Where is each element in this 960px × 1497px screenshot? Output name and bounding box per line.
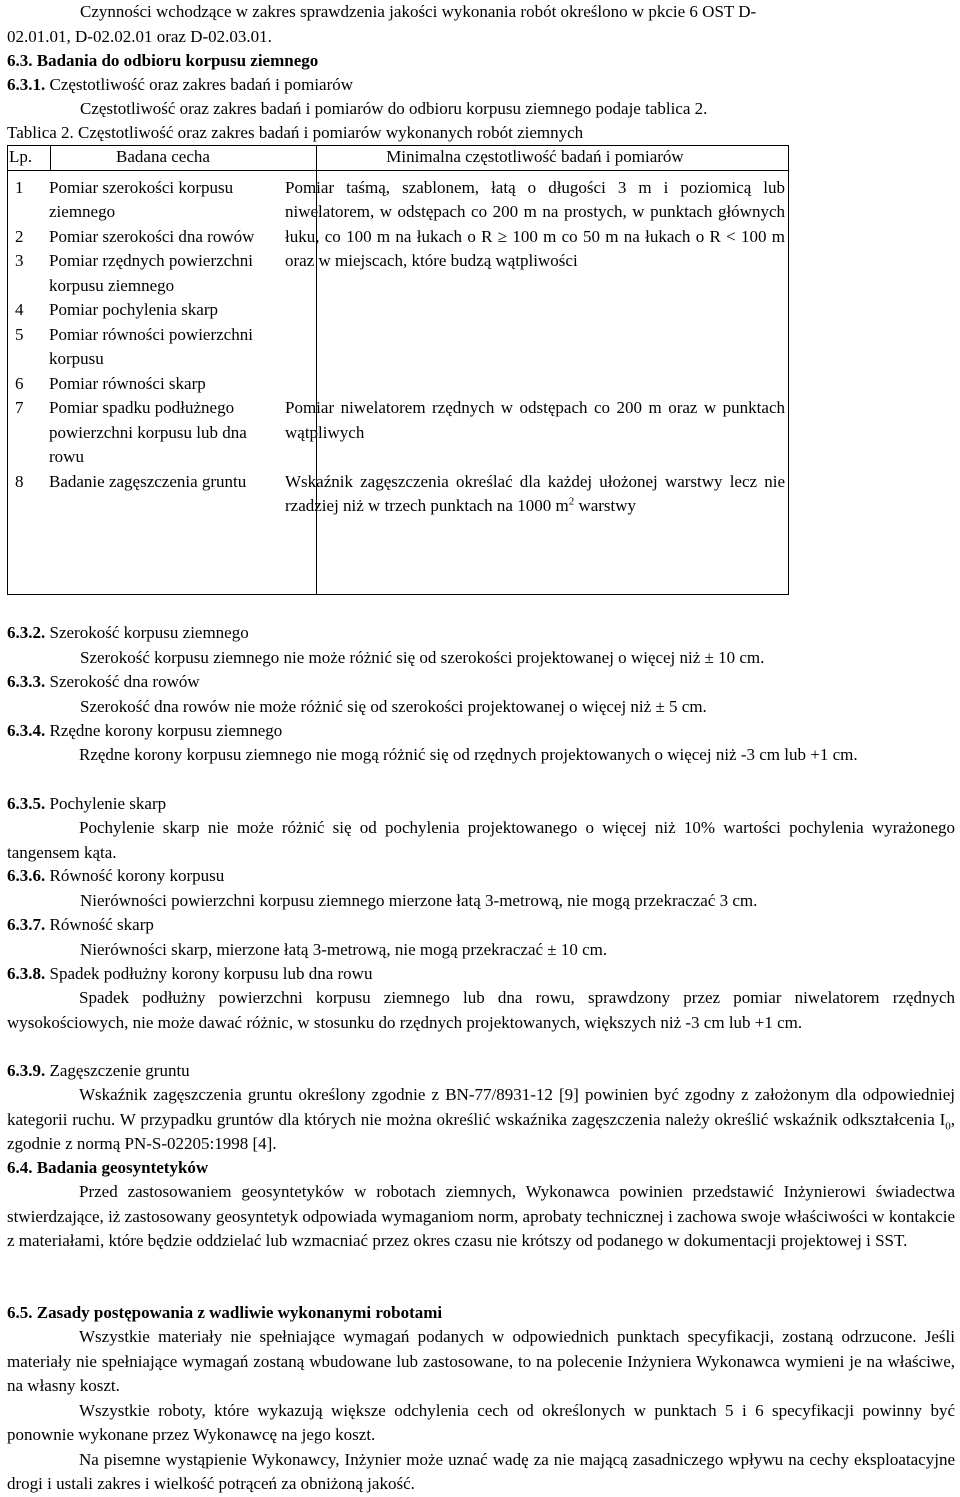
paragraph-6-3-8 xyxy=(7,986,955,1035)
table-header-row xyxy=(7,145,789,170)
heading-6-3-8 xyxy=(7,964,372,984)
table-row xyxy=(7,396,789,470)
heading-number: 6.3.8. xyxy=(7,964,46,983)
paragraph-6-4 xyxy=(7,1180,955,1254)
paragraph-text: Przed zastosowaniem geosyntetyków w robotach ziemnych, Wykonawca powinien przedstawić Inżynierowi świadectwa stwierdzające, iż zastosowany geosyntetyk odpowiada wymaganiom norm, aprobaty technicznej i zachowa swoje właściwości w kontakcie z materiałami, które będzie oddzielać lub wzmacniać przez okres czasu nie krótszy od podanego w dokumentacji projektowej i SST. xyxy=(7,1182,955,1250)
row-cecha: Pomiar pochylenia skarp xyxy=(49,300,219,319)
heading-number: 6.3.2. xyxy=(7,623,46,642)
row-cecha: Pomiar spadku podłużnego powierzchni korpusu lub dna rowu xyxy=(49,398,247,466)
heading-title: Pochylenie skarp xyxy=(45,794,167,813)
paragraph-text: Spadek podłużny powierzchni korpusu ziemnego lub dna rowu, sprawdzony przez pomiar niwelatorem rzędnych wysokościowych, nie może dawać różnic, w stosunku do rzędnych projektowanych, większych niż -3 cm lub +1 cm. xyxy=(7,988,955,1032)
heading-number: 6.3.7. xyxy=(7,915,46,934)
paragraph-6-5-1: Wszystkie materiały nie spełniające wymagań podanych w odpowiednich punktach specyfikacji, zostaną odrzucone. Jeśli materiały nie spełniające wymagań zostaną wbudowane lub zastosowane, to na polecenie Inżyniera Wykonawca wymieni je na właściwe, na własny koszt. xyxy=(7,1327,955,1395)
header-frequency: Minimalna częstotliwość badań i pomiarów xyxy=(386,147,684,166)
heading-6-5: 6.5. Zasady postępowania z wadliwie wykonanymi robotami xyxy=(7,1303,443,1322)
heading-6-3: 6.3. Badania do odbioru korpusu ziemnego xyxy=(7,51,319,70)
heading-title: Równość skarp xyxy=(45,915,154,934)
heading-title: Spadek podłużny korony korpusu lub dna rowu xyxy=(45,964,373,983)
heading-6-3-1-title: Częstotliwość oraz zakres badań i pomiarów xyxy=(45,75,354,94)
section-6-5-body xyxy=(7,1325,955,1497)
heading-number: 6.3.4. xyxy=(7,721,46,740)
header-lp: Lp. xyxy=(9,147,33,166)
heading-6-3-1 xyxy=(7,75,353,95)
heading-6-3-6 xyxy=(7,866,224,886)
paragraph-text xyxy=(7,1083,955,1157)
row-cecha: Pomiar równości powierzchni korpusu xyxy=(49,324,253,368)
heading-title: Zagęszczenie gruntu xyxy=(45,1061,190,1080)
paragraph-6-3-5 xyxy=(7,816,955,865)
row-frequency-7: Pomiar niwelatorem rzędnych w odstępach co 200 m oraz w punktach wątpliwych xyxy=(285,398,785,442)
heading-6-3-4 xyxy=(7,721,282,741)
paragraph-6-5-3: Na pisemne wystąpienie Wykonawcy, Inżynier może uznać wadę za nie mającą zasadniczego wpływu na cechy eksploatacyjne drogi i ustali zakres i wielkość potrąceń za obniżoną jakość. xyxy=(7,1449,955,1493)
paragraph-text-a: Wskaźnik zagęszczenia gruntu określony zgodnie z BN-77/8931-12 [9] powinien być zgodny z założonym dla odpowiedniej kategorii ruchu. W przypadku gruntów dla których nie można określić wskaźnika zagęszczenia należy określić wskaźnik odkształcenia I xyxy=(7,1085,955,1129)
table-row xyxy=(7,176,789,225)
row-cecha: Pomiar szerokości korpusu ziemnego xyxy=(49,177,234,221)
paragraph-text-b: , zgodnie z normą PN-S-02205:1998 [4]. xyxy=(7,1109,955,1153)
row-cecha: Badanie zagęszczenia gruntu xyxy=(49,471,247,491)
heading-6-3-1-number: 6.3.1. xyxy=(7,75,46,94)
paragraph-6-5-2: Wszystkie roboty, które wykazują większe odchylenia cech od określonych w punktach 5 i 6 specyfikacji powinny być ponownie wykonane przez Wykonawcę na jego koszt. xyxy=(7,1400,955,1444)
header-cecha: Badana cecha xyxy=(116,147,210,166)
heading-6-3-2 xyxy=(7,623,249,643)
heading-number: 6.3.5. xyxy=(7,794,46,813)
heading-6-3-3 xyxy=(7,672,200,692)
row-lp: 3 xyxy=(15,251,24,270)
heading-number: 6.3.9. xyxy=(7,1061,46,1080)
subscript-zero: 0 xyxy=(945,1119,951,1132)
heading-6-3-5 xyxy=(7,794,166,814)
row-lp: 6 xyxy=(15,373,24,393)
heading-title: Rzędne korony korpusu ziemnego xyxy=(45,721,283,740)
paragraph-6-3-1: Częstotliwość oraz zakres badań i pomiarów do odbioru korpusu ziemnego podaje tablica 2. xyxy=(80,99,708,118)
row-lp: 1 xyxy=(15,177,24,197)
intro-line-1: Czynności wchodzące w zakres sprawdzenia jakości wykonania robót określono w pkcie 6 OST D- xyxy=(80,2,757,21)
heading-title: Szerokość korpusu ziemnego xyxy=(45,623,249,642)
freq-8-superscript: 2 xyxy=(568,495,575,508)
row-frequency-8 xyxy=(281,470,789,519)
row-cecha: Pomiar szerokości dna rowów xyxy=(49,226,255,246)
paragraph-text: Rzędne korony korpusu ziemnego nie mogą różnić się od rzędnych projektowanych o więcej niż -3 cm lub +1 cm. xyxy=(79,745,858,764)
paragraph-6-3-6: Nierówności powierzchni korpusu ziemnego mierzone łatą 3-metrową, nie mogą przekraczać 3 cm. xyxy=(80,891,758,910)
paragraph-6-3-2: Szerokość korpusu ziemnego nie może różnić się od szerokości projektowanej o więcej niż ± 10 cm. xyxy=(80,648,765,667)
freq-8-tail: warstwy xyxy=(574,496,637,515)
paragraph-text: Pochylenie skarp nie może różnić się od pochylenia projektowanego o więcej niż 10% wartości pochylenia wyrażonego tangensem kąta. xyxy=(7,818,955,862)
paragraph-6-3-7: Nierówności skarp, mierzone łatą 3-metrową, nie mogą przekraczać ± 10 cm. xyxy=(80,940,608,959)
paragraph-6-3-9 xyxy=(7,1083,955,1157)
heading-6-3-9 xyxy=(7,1061,190,1081)
row-lp: 2 xyxy=(15,226,24,246)
freq-8-text: Wskaźnik zagęszczenia określać dla każdej ułożonej warstwy lecz nie rzadziej niż w trzech punktach na 1000 m xyxy=(285,471,785,515)
heading-title: Równość korony korpusu xyxy=(45,866,225,885)
table-caption: Tablica 2. Częstotliwość oraz zakres badań i pomiarów wykonanych robót ziemnych xyxy=(7,123,584,142)
intro-line-2: 02.01.01, D-02.02.01 oraz D-02.03.01. xyxy=(7,27,272,46)
heading-title: Szerokość dna rowów xyxy=(45,672,200,691)
heading-6-4: 6.4. Badania geosyntetyków xyxy=(7,1158,209,1177)
row-cecha: Pomiar rzędnych powierzchni korpusu ziemnego xyxy=(49,251,253,295)
row-lp: 5 xyxy=(15,324,24,344)
row-lp: 8 xyxy=(15,471,24,491)
heading-6-3-7 xyxy=(7,915,154,935)
frequency-table xyxy=(7,145,789,519)
row-lp: 7 xyxy=(15,398,24,417)
row-cecha: Pomiar równości skarp xyxy=(49,373,206,393)
paragraph-6-3-4 xyxy=(7,743,955,768)
row-frequency-1-6: Pomiar taśmą, szablonem, łatą o długości 3 m i poziomicą lub niwelatorem, w odstępach co 200 m na prostych, w punktach głównych łuku, co 100 m na łukach o R ≥ 100 m co 50 m na łukach o R < 100 m oraz w miejscach, które budzą wątpliwości xyxy=(285,177,785,270)
row-lp: 4 xyxy=(15,300,24,319)
paragraph-6-3-3: Szerokość dna rowów nie może różnić się od szerokości projektowanej o więcej niż ± 5 cm. xyxy=(80,697,707,716)
heading-number: 6.3.3. xyxy=(7,672,46,691)
heading-number: 6.3.6. xyxy=(7,866,46,885)
table-row xyxy=(7,470,789,519)
